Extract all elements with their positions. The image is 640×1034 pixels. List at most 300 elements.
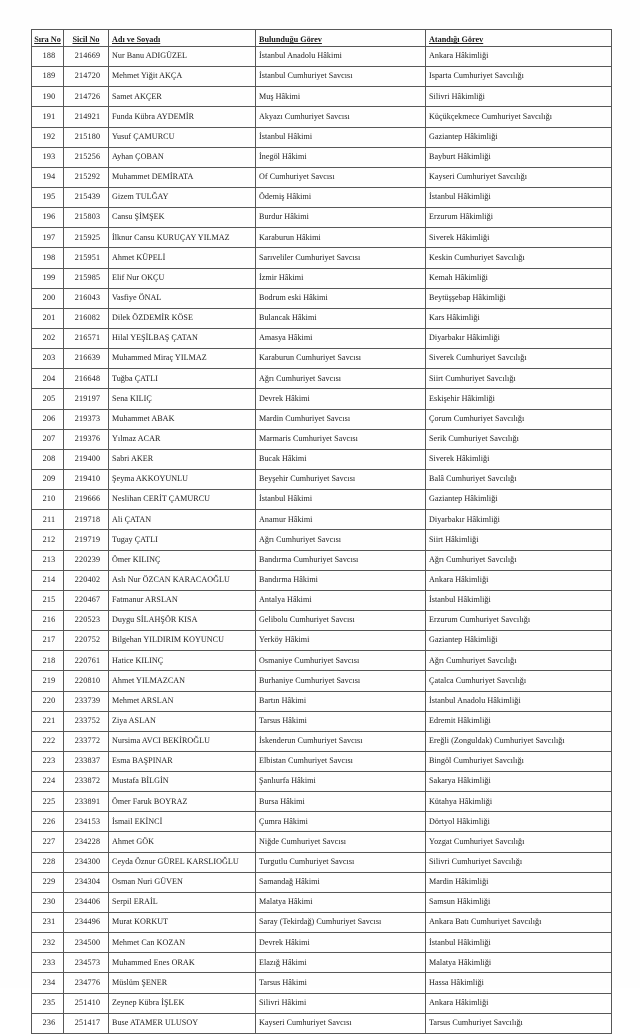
- table-row: [32, 268, 612, 288]
- cell-sira-no: 231: [32, 913, 64, 933]
- table-row: [32, 973, 612, 993]
- column-header-bulundugu-gorev: Bulunduğu Görev: [256, 30, 426, 47]
- cell-bulundugu-gorev: İzmir Hâkimi: [256, 268, 426, 288]
- cell-adi-ve-soyadi: Yılmaz ACAR: [109, 429, 256, 449]
- cell-bulundugu-gorev: Of Cumhuriyet Savcısı: [256, 167, 426, 187]
- table-row: [32, 751, 612, 771]
- cell-bulundugu-gorev: Osmaniye Cumhuriyet Savcısı: [256, 651, 426, 671]
- cell-sira-no: 235: [32, 993, 64, 1013]
- cell-adi-ve-soyadi: Serpil ERAİL: [109, 892, 256, 912]
- table-body: [32, 47, 612, 1034]
- cell-sicil-no: 219718: [64, 510, 109, 530]
- cell-sira-no: 191: [32, 107, 64, 127]
- cell-atandigi-gorev: Kemah Hâkimliği: [426, 268, 612, 288]
- cell-adi-ve-soyadi: İlknur Cansu KURUÇAY YILMAZ: [109, 228, 256, 248]
- cell-adi-ve-soyadi: Sabri AKER: [109, 449, 256, 469]
- cell-sira-no: 234: [32, 973, 64, 993]
- cell-bulundugu-gorev: Devrek Hâkimi: [256, 389, 426, 409]
- cell-sira-no: 216: [32, 610, 64, 630]
- cell-adi-ve-soyadi: Ayhan ÇOBAN: [109, 147, 256, 167]
- cell-adi-ve-soyadi: Muhammet ABAK: [109, 409, 256, 429]
- table-row: [32, 208, 612, 228]
- table-row: [32, 530, 612, 550]
- cell-sira-no: 215: [32, 590, 64, 610]
- cell-sira-no: 229: [32, 872, 64, 892]
- cell-bulundugu-gorev: İstanbul Cumhuriyet Savcısı: [256, 67, 426, 87]
- cell-atandigi-gorev: Kars Hâkimliği: [426, 308, 612, 328]
- cell-sicil-no: 233891: [64, 792, 109, 812]
- cell-sira-no: 214: [32, 570, 64, 590]
- cell-adi-ve-soyadi: Ziya ASLAN: [109, 711, 256, 731]
- table-row: [32, 631, 612, 651]
- cell-sira-no: 203: [32, 349, 64, 369]
- cell-sicil-no: 216639: [64, 349, 109, 369]
- cell-sira-no: 223: [32, 751, 64, 771]
- cell-atandigi-gorev: Gaziantep Hâkimliği: [426, 127, 612, 147]
- cell-sira-no: 200: [32, 288, 64, 308]
- cell-sicil-no: 216082: [64, 308, 109, 328]
- cell-bulundugu-gorev: Ağrı Cumhuriyet Savcısı: [256, 530, 426, 550]
- cell-sicil-no: 215292: [64, 167, 109, 187]
- cell-bulundugu-gorev: Ağrı Cumhuriyet Savcısı: [256, 369, 426, 389]
- cell-sira-no: 218: [32, 651, 64, 671]
- table-row: [32, 711, 612, 731]
- cell-bulundugu-gorev: Bodrum eski Hâkimi: [256, 288, 426, 308]
- cell-sira-no: 224: [32, 772, 64, 792]
- cell-adi-ve-soyadi: Mehmet Yiğit AKÇA: [109, 67, 256, 87]
- table-row: [32, 349, 612, 369]
- cell-atandigi-gorev: Çatalca Cumhuriyet Savcılığı: [426, 671, 612, 691]
- table-row: [32, 953, 612, 973]
- cell-sira-no: 202: [32, 328, 64, 348]
- cell-bulundugu-gorev: Gelibolu Cumhuriyet Savcısı: [256, 610, 426, 630]
- cell-atandigi-gorev: Silivri Hâkimliği: [426, 87, 612, 107]
- cell-sira-no: 211: [32, 510, 64, 530]
- table-row: [32, 772, 612, 792]
- cell-sira-no: 217: [32, 631, 64, 651]
- table-header: [32, 30, 612, 47]
- cell-atandigi-gorev: Yozgat Cumhuriyet Savcılığı: [426, 832, 612, 852]
- table-row: [32, 167, 612, 187]
- cell-adi-ve-soyadi: Mehmet ARSLAN: [109, 691, 256, 711]
- table-row: [32, 147, 612, 167]
- cell-bulundugu-gorev: Malatya Hâkimi: [256, 892, 426, 912]
- cell-sicil-no: 234500: [64, 933, 109, 953]
- cell-sira-no: 208: [32, 449, 64, 469]
- cell-adi-ve-soyadi: Zeynep Kübra İŞLEK: [109, 993, 256, 1013]
- cell-adi-ve-soyadi: Esma BAŞPINAR: [109, 751, 256, 771]
- cell-atandigi-gorev: Isparta Cumhuriyet Savcılığı: [426, 67, 612, 87]
- cell-bulundugu-gorev: Burhaniye Cumhuriyet Savcısı: [256, 671, 426, 691]
- cell-bulundugu-gorev: Tarsus Hâkimi: [256, 973, 426, 993]
- cell-sicil-no: 219197: [64, 389, 109, 409]
- cell-sira-no: 188: [32, 47, 64, 67]
- cell-sira-no: 192: [32, 127, 64, 147]
- cell-sira-no: 195: [32, 187, 64, 207]
- table-row: [32, 490, 612, 510]
- cell-atandigi-gorev: Beytüşşebap Hâkimliği: [426, 288, 612, 308]
- cell-atandigi-gorev: Gaziantep Hâkimliği: [426, 490, 612, 510]
- cell-sicil-no: 219400: [64, 449, 109, 469]
- cell-bulundugu-gorev: Silivri Hâkimi: [256, 993, 426, 1013]
- cell-atandigi-gorev: Gaziantep Hâkimliği: [426, 631, 612, 651]
- cell-sira-no: 209: [32, 469, 64, 489]
- table-row: [32, 308, 612, 328]
- cell-sicil-no: 234304: [64, 872, 109, 892]
- cell-bulundugu-gorev: Sarıveliler Cumhuriyet Savcısı: [256, 248, 426, 268]
- cell-sira-no: 227: [32, 832, 64, 852]
- cell-sicil-no: 216571: [64, 328, 109, 348]
- cell-atandigi-gorev: Bingöl Cumhuriyet Savcılığı: [426, 751, 612, 771]
- cell-adi-ve-soyadi: Nursima AVCI BEKİROĞLU: [109, 731, 256, 751]
- cell-sira-no: 225: [32, 792, 64, 812]
- cell-sira-no: 226: [32, 812, 64, 832]
- table-row: [32, 792, 612, 812]
- cell-sicil-no: 219410: [64, 469, 109, 489]
- column-header-adi-ve-soyadi: Adı ve Soyadı: [109, 30, 256, 47]
- cell-atandigi-gorev: Erzurum Hâkimliği: [426, 208, 612, 228]
- table-row: [32, 228, 612, 248]
- cell-sira-no: 201: [32, 308, 64, 328]
- cell-bulundugu-gorev: Bulancak Hâkimi: [256, 308, 426, 328]
- cell-atandigi-gorev: Diyarbakır Hâkimliği: [426, 510, 612, 530]
- cell-sira-no: 220: [32, 691, 64, 711]
- cell-sicil-no: 215439: [64, 187, 109, 207]
- cell-sira-no: 236: [32, 1013, 64, 1033]
- cell-atandigi-gorev: Serik Cumhuriyet Savcılığı: [426, 429, 612, 449]
- cell-sira-no: 199: [32, 268, 64, 288]
- cell-adi-ve-soyadi: Osman Nuri GÜVEN: [109, 872, 256, 892]
- cell-atandigi-gorev: Çorum Cumhuriyet Savcılığı: [426, 409, 612, 429]
- table-row: [32, 832, 612, 852]
- cell-sicil-no: 220239: [64, 550, 109, 570]
- cell-sicil-no: 234228: [64, 832, 109, 852]
- table-row: [32, 449, 612, 469]
- table-row: [32, 429, 612, 449]
- cell-adi-ve-soyadi: Ahmet YILMAZCAN: [109, 671, 256, 691]
- cell-sira-no: 190: [32, 87, 64, 107]
- cell-atandigi-gorev: Sakarya Hâkimliği: [426, 772, 612, 792]
- cell-sira-no: 206: [32, 409, 64, 429]
- cell-adi-ve-soyadi: Sena KILIÇ: [109, 389, 256, 409]
- cell-atandigi-gorev: Siirt Cumhuriyet Savcılığı: [426, 369, 612, 389]
- cell-atandigi-gorev: Siverek Cumhuriyet Savcılığı: [426, 349, 612, 369]
- cell-sicil-no: 215803: [64, 208, 109, 228]
- column-header-sicil-no: Sicil No: [64, 30, 109, 47]
- roster-table-container: [31, 29, 611, 1034]
- cell-adi-ve-soyadi: Funda Kübra AYDEMİR: [109, 107, 256, 127]
- cell-sicil-no: 220523: [64, 610, 109, 630]
- table-row: [32, 127, 612, 147]
- cell-sira-no: 194: [32, 167, 64, 187]
- cell-bulundugu-gorev: Yerköy Hâkimi: [256, 631, 426, 651]
- table-row: [32, 1013, 612, 1033]
- cell-atandigi-gorev: Ereğli (Zonguldak) Cumhuriyet Savcılığı: [426, 731, 612, 751]
- table-header-row: [32, 30, 612, 47]
- cell-adi-ve-soyadi: Cansu ŞİMŞEK: [109, 208, 256, 228]
- cell-adi-ve-soyadi: Gizem TULĞAY: [109, 187, 256, 207]
- cell-bulundugu-gorev: Marmaris Cumhuriyet Savcısı: [256, 429, 426, 449]
- cell-sicil-no: 234406: [64, 892, 109, 912]
- cell-atandigi-gorev: Siirt Hâkimliği: [426, 530, 612, 550]
- cell-bulundugu-gorev: Karaburun Cumhuriyet Savcısı: [256, 349, 426, 369]
- cell-adi-ve-soyadi: Neslihan CERİT ÇAMURCU: [109, 490, 256, 510]
- table-row: [32, 550, 612, 570]
- cell-bulundugu-gorev: Bandırma Cumhuriyet Savcısı: [256, 550, 426, 570]
- cell-adi-ve-soyadi: Murat KORKUT: [109, 913, 256, 933]
- cell-adi-ve-soyadi: Yusuf ÇAMURCU: [109, 127, 256, 147]
- cell-atandigi-gorev: Samsun Hâkimliği: [426, 892, 612, 912]
- cell-atandigi-gorev: Ankara Hâkimliği: [426, 570, 612, 590]
- cell-atandigi-gorev: Ankara Hâkimliği: [426, 47, 612, 67]
- cell-sicil-no: 214921: [64, 107, 109, 127]
- table-row: [32, 570, 612, 590]
- cell-bulundugu-gorev: Karaburun Hâkimi: [256, 228, 426, 248]
- cell-bulundugu-gorev: Anamur Hâkimi: [256, 510, 426, 530]
- cell-sicil-no: 234573: [64, 953, 109, 973]
- cell-adi-ve-soyadi: Ömer KILINÇ: [109, 550, 256, 570]
- cell-adi-ve-soyadi: Buse ATAMER ULUSOY: [109, 1013, 256, 1033]
- cell-atandigi-gorev: Bayburt Hâkimliği: [426, 147, 612, 167]
- cell-sicil-no: 220810: [64, 671, 109, 691]
- cell-sicil-no: 219719: [64, 530, 109, 550]
- cell-adi-ve-soyadi: Dilek ÖZDEMİR KÖSE: [109, 308, 256, 328]
- cell-sicil-no: 234496: [64, 913, 109, 933]
- cell-bulundugu-gorev: Beyşehir Cumhuriyet Savcısı: [256, 469, 426, 489]
- cell-adi-ve-soyadi: Ahmet KÜPELİ: [109, 248, 256, 268]
- table-row: [32, 87, 612, 107]
- cell-adi-ve-soyadi: Hilal YEŞİLBAŞ ÇATAN: [109, 328, 256, 348]
- table-row: [32, 731, 612, 751]
- cell-sira-no: 205: [32, 389, 64, 409]
- table-row: [32, 369, 612, 389]
- cell-sira-no: 233: [32, 953, 64, 973]
- cell-sira-no: 207: [32, 429, 64, 449]
- cell-bulundugu-gorev: Burdur Hâkimi: [256, 208, 426, 228]
- cell-sicil-no: 219666: [64, 490, 109, 510]
- cell-atandigi-gorev: Küçükçekmece Cumhuriyet Savcılığı: [426, 107, 612, 127]
- cell-sira-no: 228: [32, 852, 64, 872]
- cell-sira-no: 197: [32, 228, 64, 248]
- cell-adi-ve-soyadi: Şeyma AKKOYUNLU: [109, 469, 256, 489]
- cell-sicil-no: 219376: [64, 429, 109, 449]
- cell-atandigi-gorev: Siverek Hâkimliği: [426, 228, 612, 248]
- cell-sicil-no: 214720: [64, 67, 109, 87]
- cell-bulundugu-gorev: Bandırma Hâkimi: [256, 570, 426, 590]
- cell-adi-ve-soyadi: Tuğba ÇATLI: [109, 369, 256, 389]
- table-row: [32, 67, 612, 87]
- table-row: [32, 389, 612, 409]
- cell-adi-ve-soyadi: Vasfiye ÖNAL: [109, 288, 256, 308]
- cell-bulundugu-gorev: Tarsus Hâkimi: [256, 711, 426, 731]
- cell-adi-ve-soyadi: Muhammed Miraç YILMAZ: [109, 349, 256, 369]
- cell-atandigi-gorev: Ağrı Cumhuriyet Savcılığı: [426, 550, 612, 570]
- cell-bulundugu-gorev: Amasya Hâkimi: [256, 328, 426, 348]
- cell-sira-no: 198: [32, 248, 64, 268]
- table-row: [32, 852, 612, 872]
- cell-adi-ve-soyadi: Muhammet DEMİRATA: [109, 167, 256, 187]
- cell-sicil-no: 234153: [64, 812, 109, 832]
- column-header-atandigi-gorev: Atandığı Görev: [426, 30, 612, 47]
- cell-atandigi-gorev: Ağrı Cumhuriyet Savcılığı: [426, 651, 612, 671]
- cell-sira-no: 230: [32, 892, 64, 912]
- table-row: [32, 288, 612, 308]
- cell-adi-ve-soyadi: Fatmanur ARSLAN: [109, 590, 256, 610]
- cell-atandigi-gorev: Hassa Hâkimliği: [426, 973, 612, 993]
- cell-atandigi-gorev: Silivri Cumhuriyet Savcılığı: [426, 852, 612, 872]
- cell-atandigi-gorev: Keskin Cumhuriyet Savcılığı: [426, 248, 612, 268]
- cell-atandigi-gorev: İstanbul Hâkimliği: [426, 590, 612, 610]
- cell-bulundugu-gorev: Bartın Hâkimi: [256, 691, 426, 711]
- cell-bulundugu-gorev: Samandağ Hâkimi: [256, 872, 426, 892]
- cell-bulundugu-gorev: Elbistan Cumhuriyet Savcısı: [256, 751, 426, 771]
- table-row: [32, 610, 612, 630]
- cell-bulundugu-gorev: Antalya Hâkimi: [256, 590, 426, 610]
- cell-atandigi-gorev: İstanbul Hâkimliği: [426, 933, 612, 953]
- cell-bulundugu-gorev: İstanbul Hâkimi: [256, 127, 426, 147]
- cell-atandigi-gorev: Ankara Batı Cumhuriyet Savcılığı: [426, 913, 612, 933]
- cell-adi-ve-soyadi: Nur Banu ADIGÜZEL: [109, 47, 256, 67]
- cell-sira-no: 193: [32, 147, 64, 167]
- cell-adi-ve-soyadi: Muhammed Enes ORAK: [109, 953, 256, 973]
- cell-atandigi-gorev: Edremit Hâkimliği: [426, 711, 612, 731]
- cell-bulundugu-gorev: İskenderun Cumhuriyet Savcısı: [256, 731, 426, 751]
- table-row: [32, 993, 612, 1013]
- cell-sicil-no: 233739: [64, 691, 109, 711]
- cell-atandigi-gorev: Dörtyol Hâkimliği: [426, 812, 612, 832]
- cell-sira-no: 222: [32, 731, 64, 751]
- cell-sicil-no: 215256: [64, 147, 109, 167]
- table-row: [32, 248, 612, 268]
- cell-atandigi-gorev: Balâ Cumhuriyet Savcılığı: [426, 469, 612, 489]
- cell-bulundugu-gorev: Şanlıurfa Hâkimi: [256, 772, 426, 792]
- cell-atandigi-gorev: Kayseri Cumhuriyet Savcılığı: [426, 167, 612, 187]
- cell-sicil-no: 233837: [64, 751, 109, 771]
- cell-sicil-no: 220467: [64, 590, 109, 610]
- cell-adi-ve-soyadi: Bilgehan YILDIRIM KOYUNCU: [109, 631, 256, 651]
- cell-adi-ve-soyadi: Mehmet Can KOZAN: [109, 933, 256, 953]
- cell-atandigi-gorev: Eskişehir Hâkimliği: [426, 389, 612, 409]
- cell-bulundugu-gorev: Mardin Cumhuriyet Savcısı: [256, 409, 426, 429]
- cell-bulundugu-gorev: Kayseri Cumhuriyet Savcısı: [256, 1013, 426, 1033]
- table-row: [32, 107, 612, 127]
- cell-adi-ve-soyadi: Mustafa BİLGİN: [109, 772, 256, 792]
- cell-sira-no: 189: [32, 67, 64, 87]
- cell-bulundugu-gorev: İnegöl Hâkimi: [256, 147, 426, 167]
- cell-atandigi-gorev: Malatya Hâkimliği: [426, 953, 612, 973]
- cell-atandigi-gorev: Ankara Hâkimliği: [426, 993, 612, 1013]
- table-row: [32, 671, 612, 691]
- cell-sicil-no: 251410: [64, 993, 109, 1013]
- cell-atandigi-gorev: Siverek Hâkimliği: [426, 449, 612, 469]
- cell-sira-no: 210: [32, 490, 64, 510]
- cell-adi-ve-soyadi: Duygu SİLAHŞÖR KISA: [109, 610, 256, 630]
- cell-sicil-no: 233872: [64, 772, 109, 792]
- cell-bulundugu-gorev: Akyazı Cumhuriyet Savcısı: [256, 107, 426, 127]
- table-row: [32, 913, 612, 933]
- cell-sicil-no: 216043: [64, 288, 109, 308]
- cell-atandigi-gorev: Mardin Hâkimliği: [426, 872, 612, 892]
- cell-bulundugu-gorev: Ödemiş Hâkimi: [256, 187, 426, 207]
- cell-bulundugu-gorev: İstanbul Anadolu Hâkimi: [256, 47, 426, 67]
- table-row: [32, 328, 612, 348]
- cell-bulundugu-gorev: Niğde Cumhuriyet Savcısı: [256, 832, 426, 852]
- cell-bulundugu-gorev: Bursa Hâkimi: [256, 792, 426, 812]
- cell-sicil-no: 214726: [64, 87, 109, 107]
- table-row: [32, 510, 612, 530]
- cell-bulundugu-gorev: Muş Hâkimi: [256, 87, 426, 107]
- cell-sira-no: 213: [32, 550, 64, 570]
- cell-adi-ve-soyadi: Ahmet GÖK: [109, 832, 256, 852]
- cell-sira-no: 232: [32, 933, 64, 953]
- cell-sicil-no: 215951: [64, 248, 109, 268]
- table-row: [32, 691, 612, 711]
- cell-sira-no: 219: [32, 671, 64, 691]
- cell-sira-no: 196: [32, 208, 64, 228]
- cell-atandigi-gorev: Tarsus Cumhuriyet Savcılığı: [426, 1013, 612, 1033]
- table-row: [32, 469, 612, 489]
- table-row: [32, 872, 612, 892]
- cell-adi-ve-soyadi: Elif Nur OKÇU: [109, 268, 256, 288]
- table-row: [32, 933, 612, 953]
- cell-adi-ve-soyadi: Hatice KILINÇ: [109, 651, 256, 671]
- cell-bulundugu-gorev: Devrek Hâkimi: [256, 933, 426, 953]
- cell-adi-ve-soyadi: Samet AKÇER: [109, 87, 256, 107]
- table-row: [32, 892, 612, 912]
- cell-adi-ve-soyadi: Ceyda Öznur GÜREL KARSLIOĞLU: [109, 852, 256, 872]
- cell-atandigi-gorev: Diyarbakır Hâkimliği: [426, 328, 612, 348]
- cell-bulundugu-gorev: Turgutlu Cumhuriyet Savcısı: [256, 852, 426, 872]
- cell-sicil-no: 220752: [64, 631, 109, 651]
- cell-atandigi-gorev: İstanbul Anadolu Hâkimliği: [426, 691, 612, 711]
- cell-adi-ve-soyadi: İsmail EKİNCİ: [109, 812, 256, 832]
- cell-sicil-no: 251417: [64, 1013, 109, 1033]
- table-row: [32, 812, 612, 832]
- cell-sicil-no: 233752: [64, 711, 109, 731]
- cell-sicil-no: 214669: [64, 47, 109, 67]
- cell-sicil-no: 220761: [64, 651, 109, 671]
- cell-bulundugu-gorev: Çumra Hâkimi: [256, 812, 426, 832]
- cell-sicil-no: 215180: [64, 127, 109, 147]
- cell-sicil-no: 215985: [64, 268, 109, 288]
- table-row: [32, 590, 612, 610]
- cell-bulundugu-gorev: Bucak Hâkimi: [256, 449, 426, 469]
- table-row: [32, 187, 612, 207]
- cell-atandigi-gorev: Erzurum Cumhuriyet Savcılığı: [426, 610, 612, 630]
- table-row: [32, 47, 612, 67]
- cell-sicil-no: 233772: [64, 731, 109, 751]
- appointments-table: [31, 29, 612, 1034]
- cell-bulundugu-gorev: Elazığ Hâkimi: [256, 953, 426, 973]
- cell-atandigi-gorev: İstanbul Hâkimliği: [426, 187, 612, 207]
- cell-atandigi-gorev: Kütahya Hâkimliği: [426, 792, 612, 812]
- cell-sicil-no: 215925: [64, 228, 109, 248]
- table-row: [32, 409, 612, 429]
- cell-adi-ve-soyadi: Müslüm ŞENER: [109, 973, 256, 993]
- cell-sicil-no: 216648: [64, 369, 109, 389]
- cell-adi-ve-soyadi: Tugay ÇATLI: [109, 530, 256, 550]
- cell-adi-ve-soyadi: Aslı Nur ÖZCAN KARACAOĞLU: [109, 570, 256, 590]
- cell-sicil-no: 234300: [64, 852, 109, 872]
- cell-sira-no: 212: [32, 530, 64, 550]
- cell-adi-ve-soyadi: Ali ÇATAN: [109, 510, 256, 530]
- cell-sicil-no: 220402: [64, 570, 109, 590]
- cell-sicil-no: 219373: [64, 409, 109, 429]
- column-header-sira-no: Sıra No: [32, 30, 64, 47]
- table-row: [32, 651, 612, 671]
- cell-bulundugu-gorev: İstanbul Hâkimi: [256, 490, 426, 510]
- cell-sira-no: 221: [32, 711, 64, 731]
